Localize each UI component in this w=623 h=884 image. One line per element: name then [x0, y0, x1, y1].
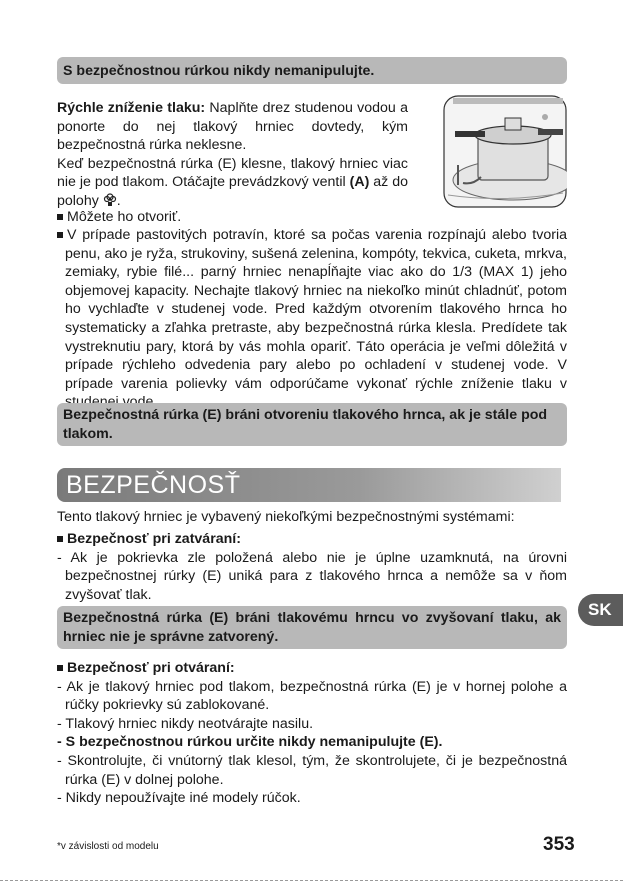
square-bullet-icon [57, 665, 63, 671]
closing-item: - Ak je pokrievka zle položená alebo nie je úplne uzamknutá, na úrovni bezpečnostnej rúrky (E) uniká para z tlakového hrnca a nemôže sa v ňom zvyšovať tlak. [57, 549, 567, 603]
warning-box-closing: Bezpečnostná rúrka (E) bráni tlakovému hrncu vo zvyšovaní tlaku, ak hrniec nie je správne zatvorený. [57, 606, 567, 649]
warning-box-top [57, 57, 567, 84]
opening-item: - Skontrolujte, či vnútorný tlak klesol, tým, že skontrolujete, či je bezpečnostná rúrka (E) v dolnej polohe. [57, 752, 567, 788]
steam-valve-icon [103, 193, 117, 207]
section-intro: Tento tlakový hrniec je vybavený niekoľkými bezpečnostnými systémami: [57, 509, 515, 525]
warning-box-open: Bezpečnostná rúrka (E) bráni otvoreniu tlakového hrnca, ak je stále pod tlakom. [57, 403, 567, 446]
cooker-in-sink-illustration [443, 95, 567, 208]
opening-safety: Bezpečnosť pri otváraní: - Ak je tlakový hrniec pod tlakom, bezpečnostná rúrka (E) je v hornej polohe a rúčky pokrievky sú zablokované. - Tlakový hrniec nikdy neotvárajte nasilu. - S bezpečnostnou rúrkou určite nikdy nemanipulujte (E). - Skontrolujte, či vnútorný tlak klesol, tým, že skontrolujete, či je bezpečnostná rúrka (E) v dolnej polohe. - Nikdy nepoužívajte iné modely rúčok. [57, 660, 567, 807]
bullet-open: Môžete ho otvoriť. [57, 208, 567, 227]
warning-text: S bezpečnostnou rúrkou nikdy nemanipulujte. [63, 63, 375, 79]
square-bullet-icon [57, 536, 63, 542]
closing-safety: Bezpečnosť pri zatváraní: - Ak je pokrievka zle položená alebo nie je úplne uzamknutá, na úrovni bezpečnostnej rúrky (E) uniká para z tlakového hrnca a nemôže sa v ňom zvyšovať tlak. [57, 531, 567, 603]
section-title: BEZPEČNOSŤ [66, 471, 241, 499]
page-number: 353 [543, 834, 575, 855]
rapid-pressure-paragraph: Rýchle zníženie tlaku: Naplňte drez studenou vodou a ponorte do nej tlakový hrniec dovtedy, kým bezpečnostná rúrka neklesne. Keď bezpečnostná rúrka (E) klesne, tlakový hrniec viac nie je pod tlakom. Otáčajte prevádzkový ventil (A) až do polohy . [57, 100, 409, 209]
opening-item: - Ak je tlakový hrniec pod tlakom, bezpečnostná rúrka (E) je v hornej polohe a rúčky pokrievky sú zablokované. [57, 678, 567, 714]
opening-item: - S bezpečnostnou rúrkou určite nikdy nemanipulujte (E). [57, 734, 443, 751]
bullet-paste-foods: V prípade pastovitých potravín, ktoré sa počas varenia rozpínajú alebo tvoria penu, ako je ryža, strukoviny, sušená zelenina, kompóty, tekvica, cuketa, mrkva, zemiaky, rybie filé... parný hrniec nenapĺňajte viac ako do 1/3 (MAX 1) jeho objemovej kapacity. Nechajte tlakový hrniec na niekoľko minút chladnúť, potom ho vychlaďte v studenej vode. Pred každým otvorením tlakového hrnca ho systematicky a zľahka pretraste, aby bezpečnostná rúrka klesla. Predídete tak vystreknutiu pary, ktorá by vás mohla opariť. Táto operácia je veľmi dôležitá v prípade rýchleho odvedenia pary alebo po ochladení v studenej vode. V prípade varenia polievky vám odporúčame vykonať rýchle zníženie tlaku v [57, 226, 567, 412]
bottom-divider [0, 880, 623, 881]
section-title-bar [57, 468, 561, 502]
rapid-pressure-heading: Rýchle zníženie tlaku: [57, 100, 206, 116]
square-bullet-icon [57, 214, 63, 220]
language-tab: SK [578, 594, 623, 626]
opening-item: - Nikdy nepoužívajte iné modely rúčok. [57, 790, 301, 807]
opening-item: - Tlakový hrniec nikdy neotvárajte nasilu. [57, 715, 314, 732]
square-bullet-icon [57, 232, 63, 238]
footnote: *v závislosti od modelu [57, 841, 159, 852]
